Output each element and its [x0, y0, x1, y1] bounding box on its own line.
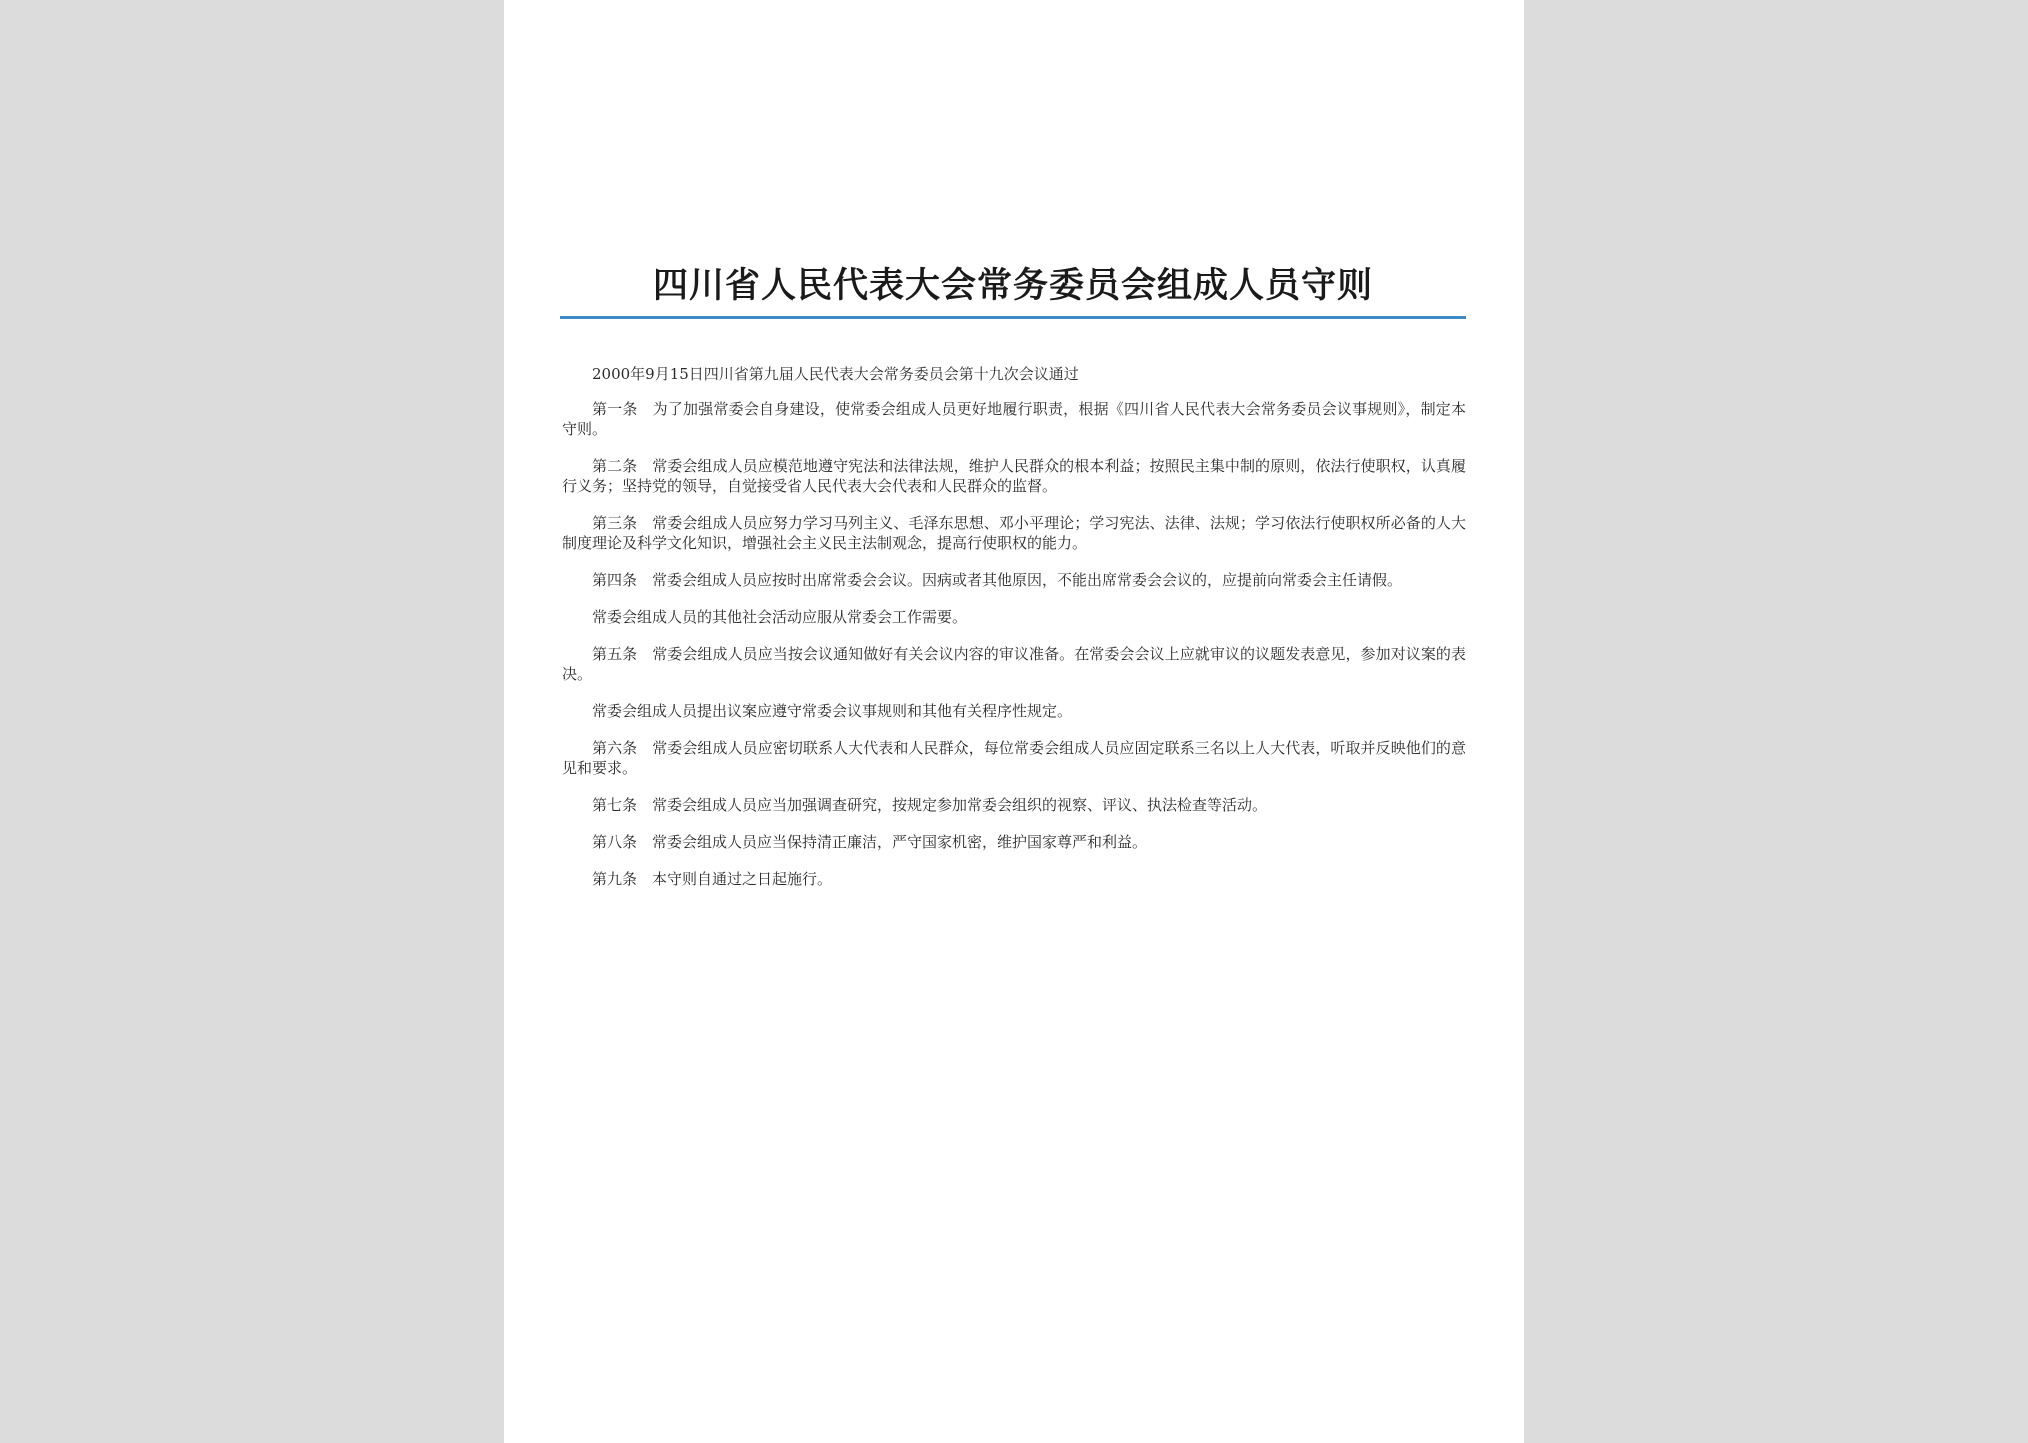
article-text: 常委会组成人员应当保持清正廉洁，严守国家机密，维护国家尊严和利益。 — [652, 833, 1148, 851]
article-text: 常委会组成人员应努力学习马列主义、毛泽东思想、邓小平理论；学习宪法、法律、法规；学习依法行使职权所必备的人大制度理论及科学文化知识，增强社会主义民主法制观念，提高行使职权的能力。 — [562, 514, 1466, 552]
article-paragraph — [562, 607, 1466, 627]
article-paragraph — [562, 644, 1466, 684]
article-paragraph — [562, 869, 1466, 889]
article-text: 为了加强常委会自身建设，使常委会组成人员更好地履行职责，根据《四川省人民代表大会常务委员会议事规则》，制定本守则。 — [562, 400, 1466, 438]
article-text: 本守则自通过之日起施行。 — [652, 870, 833, 888]
article-number: 第一条 — [592, 400, 638, 418]
article-paragraph — [562, 738, 1466, 778]
article-paragraph — [562, 399, 1466, 439]
article-text: 常委会组成人员应密切联系人大代表和人民群众，每位常委会组成人员应固定联系三名以上人大代表，听取并反映他们的意见和要求。 — [562, 739, 1466, 777]
article-number: 第三条 — [592, 514, 638, 532]
document-title: 四川省人民代表大会常务委员会组成人员守则 — [652, 265, 1373, 306]
article-number: 第九条 — [592, 870, 638, 888]
article-number: 第八条 — [592, 833, 638, 851]
article-number: 第二条 — [592, 457, 638, 475]
article-number: 第五条 — [592, 645, 638, 663]
document-page — [504, 0, 1524, 1443]
article-text: 常委会组成人员提出议案应遵守常委会议事规则和其他有关程序性规定。 — [592, 702, 1073, 720]
article-number: 第七条 — [592, 796, 638, 814]
article-text: 常委会组成人员的其他社会活动应服从常委会工作需要。 — [592, 608, 968, 626]
article-text: 常委会组成人员应当按会议通知做好有关会议内容的审议准备。在常委会会议上应就审议的议题发表意见，参加对议案的表决。 — [562, 645, 1466, 683]
article-paragraph — [562, 456, 1466, 496]
article-paragraph — [562, 513, 1466, 553]
article-text: 常委会组成人员应按时出席常委会会议。因病或者其他原因，不能出席常委会会议的，应提前向常委会主任请假。 — [652, 571, 1403, 589]
article-paragraph — [562, 570, 1466, 590]
adoption-note: 2000年9月15日四川省第九届人民代表大会常务委员会第十九次会议通过 — [592, 365, 1079, 383]
document-body — [562, 364, 1466, 906]
article-paragraph — [562, 832, 1466, 852]
article-number: 第四条 — [592, 571, 638, 589]
article-text: 常委会组成人员应当加强调查研究，按规定参加常委会组织的视察、评议、执法检查等活动。 — [652, 796, 1268, 814]
article-number: 第六条 — [592, 739, 638, 757]
article-text: 常委会组成人员应模范地遵守宪法和法律法规，维护人民群众的根本利益；按照民主集中制的原则，依法行使职权，认真履行义务；坚持党的领导，自觉接受省人民代表大会代表和人民群众的监督。 — [562, 457, 1466, 495]
title-divider — [560, 316, 1466, 319]
article-paragraph — [562, 701, 1466, 721]
article-paragraph — [562, 795, 1466, 815]
